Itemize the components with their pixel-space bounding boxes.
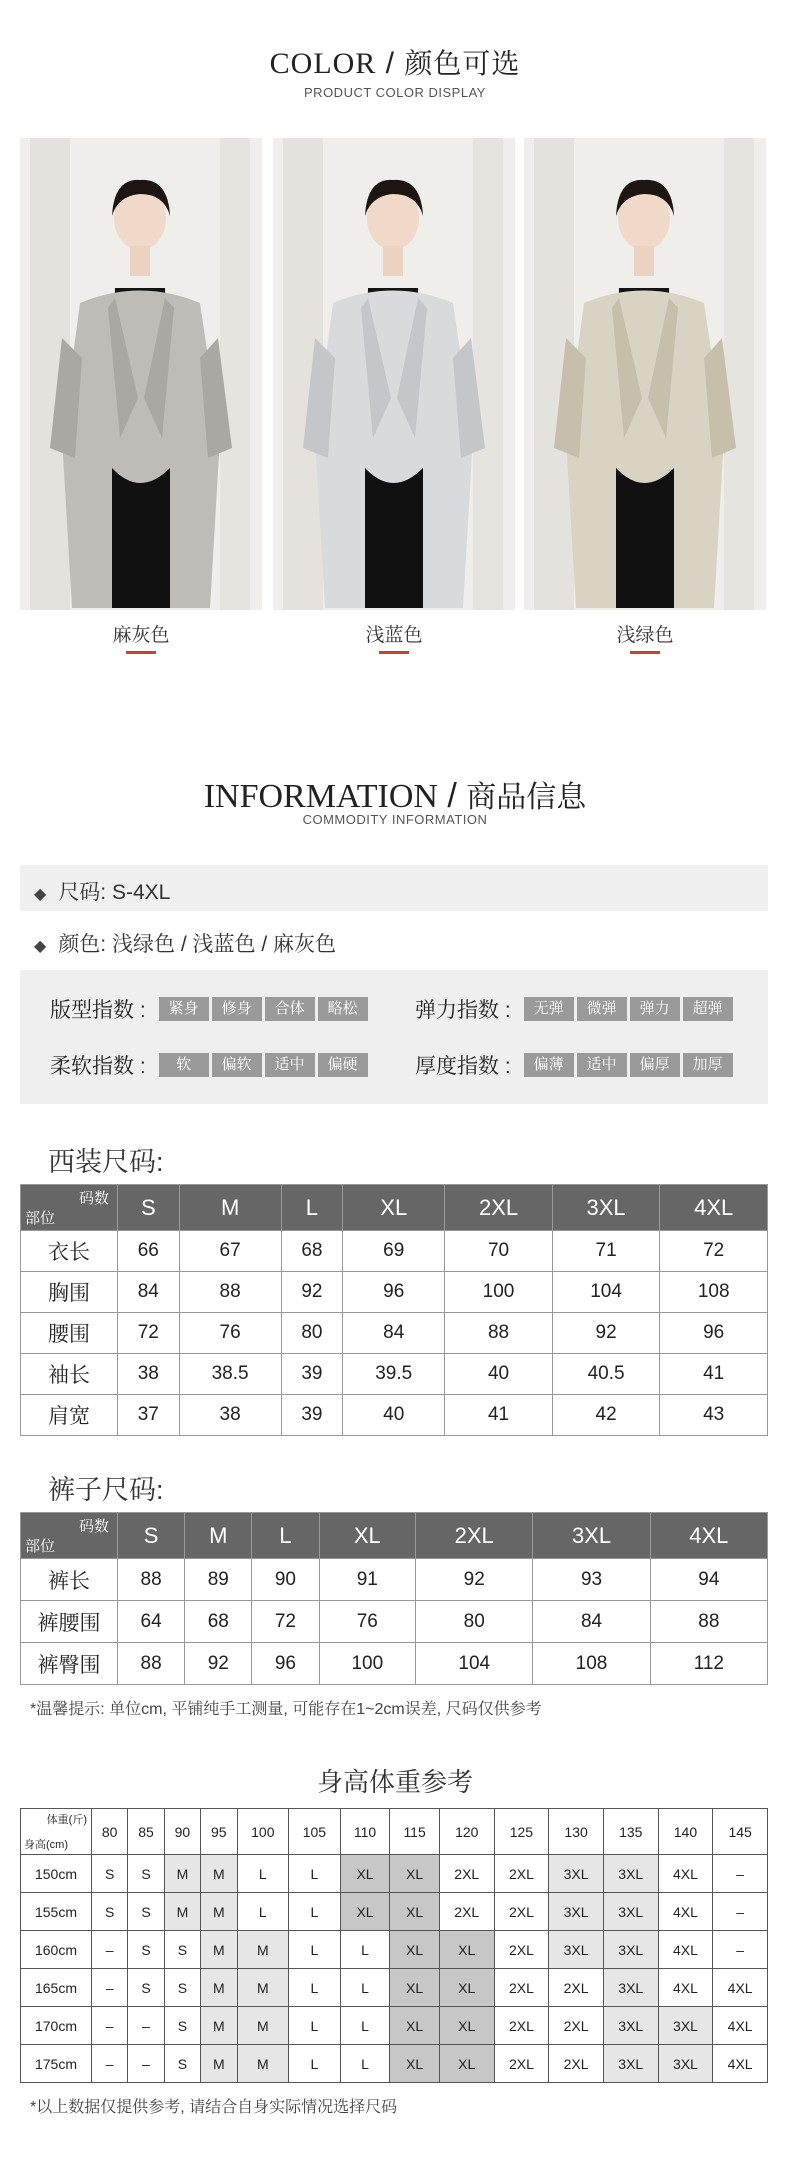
table-cell: M bbox=[237, 2045, 289, 2083]
table-cell: 2XL bbox=[549, 1969, 604, 2007]
table-cell: 96 bbox=[660, 1313, 768, 1354]
table-cell: L bbox=[237, 1893, 289, 1931]
color-section-subtitle: PRODUCT COLOR DISPLAY bbox=[304, 85, 486, 100]
table-cell: 69 bbox=[343, 1231, 445, 1272]
table-row bbox=[21, 1559, 768, 1601]
table-cell: XL bbox=[439, 2007, 494, 2045]
table-cell: XL bbox=[390, 2007, 440, 2045]
table-cell: M bbox=[201, 2007, 237, 2045]
table-row bbox=[21, 1893, 768, 1931]
table-row bbox=[21, 1643, 768, 1685]
table-cell: 3XL bbox=[603, 2045, 658, 2083]
height-row-label: 155cm bbox=[21, 1893, 92, 1931]
diamond-bullet-icon: ◆ bbox=[34, 886, 47, 903]
table-cell: XL bbox=[439, 1931, 494, 1969]
table-cell: L bbox=[340, 2007, 390, 2045]
row-label: 肩宽 bbox=[21, 1395, 118, 1436]
table-cell: 3XL bbox=[603, 1855, 658, 1893]
weight-column-header: 80 bbox=[92, 1809, 128, 1855]
table-cell: XL bbox=[390, 1855, 440, 1893]
size-column-header: S bbox=[118, 1513, 185, 1559]
table-cell: 100 bbox=[445, 1272, 553, 1313]
thickness-index-label: 厚度指数 : bbox=[415, 1055, 511, 1078]
table-cell: S bbox=[128, 1893, 164, 1931]
table-cell: XL bbox=[390, 1893, 440, 1931]
table-cell: 40 bbox=[343, 1395, 445, 1436]
color-name: 浅蓝色 bbox=[365, 625, 423, 646]
model-illustration bbox=[524, 138, 766, 610]
table-cell: 94 bbox=[650, 1559, 767, 1601]
table-cell: 38 bbox=[118, 1354, 180, 1395]
table-cell: M bbox=[237, 2007, 289, 2045]
table-row bbox=[21, 1354, 768, 1395]
table-cell: – bbox=[92, 2007, 128, 2045]
table-cell: 96 bbox=[343, 1272, 445, 1313]
weight-column-header: 95 bbox=[201, 1809, 237, 1855]
softness-option: 偏硬 bbox=[318, 1053, 368, 1077]
table-cell: 38.5 bbox=[179, 1354, 281, 1395]
table-row bbox=[21, 1395, 768, 1436]
fit-index-label: 版型指数 : bbox=[50, 999, 146, 1022]
table-cell: 70 bbox=[445, 1231, 553, 1272]
table-cell: M bbox=[237, 1931, 289, 1969]
table-cell: 92 bbox=[416, 1559, 533, 1601]
suit-size-title: 西装尺码: bbox=[48, 1147, 164, 1177]
softness-option: 适中 bbox=[265, 1053, 315, 1077]
table-cell: 89 bbox=[185, 1559, 252, 1601]
table-cell: S bbox=[128, 1855, 164, 1893]
table-cell: M bbox=[201, 1931, 237, 1969]
corner-height-label: 身高(cm) bbox=[24, 1839, 68, 1851]
table-cell: 3XL bbox=[658, 2007, 713, 2045]
table-cell: S bbox=[164, 2045, 200, 2083]
table-cell: L bbox=[340, 1931, 390, 1969]
fit-option: 略松 bbox=[318, 997, 368, 1021]
diamond-bullet-icon: ◆ bbox=[34, 938, 47, 955]
table-cell: M bbox=[201, 1893, 237, 1931]
elasticity-option: 微弹 bbox=[577, 997, 627, 1021]
table-cell: 67 bbox=[179, 1231, 281, 1272]
height-row-label: 160cm bbox=[21, 1931, 92, 1969]
table-cell: M bbox=[201, 2045, 237, 2083]
table-cell: 112 bbox=[650, 1643, 767, 1685]
table-cell: 4XL bbox=[713, 1969, 768, 2007]
table-cell: 80 bbox=[416, 1601, 533, 1643]
table-cell: M bbox=[237, 1969, 289, 2007]
table-cell: L bbox=[340, 1969, 390, 2007]
table-cell: 3XL bbox=[658, 2045, 713, 2083]
table-cell: 92 bbox=[552, 1313, 660, 1354]
size-column-header: S bbox=[118, 1185, 180, 1231]
measurement-note: *温馨提示: 单位cm, 平铺纯手工测量, 可能存在1~2cm误差, 尺码仅供参考 bbox=[30, 1701, 542, 1718]
table-cell: S bbox=[164, 2007, 200, 2045]
suit-size-table bbox=[20, 1184, 768, 1436]
table-cell: 2XL bbox=[439, 1893, 494, 1931]
softness-index bbox=[50, 1050, 368, 1080]
ref-corner-header bbox=[21, 1809, 92, 1855]
table-cell: 39 bbox=[281, 1354, 343, 1395]
color-title-sep: / bbox=[376, 47, 405, 80]
table-cell: 108 bbox=[533, 1643, 650, 1685]
table-cell: L bbox=[237, 1855, 289, 1893]
table-cell: 72 bbox=[252, 1601, 319, 1643]
table-cell: 39 bbox=[281, 1395, 343, 1436]
table-cell: 104 bbox=[416, 1643, 533, 1685]
softness-index-label: 柔软指数 : bbox=[50, 1055, 146, 1078]
size-column-header: XL bbox=[343, 1185, 445, 1231]
corner-weight-label: 体重(斤) bbox=[46, 1814, 87, 1826]
color-name-underline bbox=[379, 651, 409, 654]
table-row bbox=[21, 1855, 768, 1893]
table-cell: XL bbox=[439, 2045, 494, 2083]
color-list-line bbox=[20, 928, 768, 958]
table-cell: XL bbox=[439, 1969, 494, 2007]
reference-title: 身高体重参考 bbox=[316, 1767, 473, 1797]
color-name: 浅绿色 bbox=[616, 625, 674, 646]
table-cell: – bbox=[713, 1931, 768, 1969]
size-column-header: 2XL bbox=[445, 1185, 553, 1231]
table-cell: 2XL bbox=[494, 2007, 549, 2045]
reference-footnote: *以上数据仅提供参考, 请结合自身实际情况选择尺码 bbox=[30, 2099, 398, 2116]
table-cell: XL bbox=[390, 1969, 440, 2007]
row-label: 袖长 bbox=[21, 1354, 118, 1395]
table-cell: 93 bbox=[533, 1559, 650, 1601]
weight-column-header: 85 bbox=[128, 1809, 164, 1855]
table-cell: 3XL bbox=[549, 1893, 604, 1931]
table-cell: XL bbox=[340, 1855, 390, 1893]
table-cell: 88 bbox=[650, 1601, 767, 1643]
table-cell: 68 bbox=[281, 1231, 343, 1272]
table-cell: 2XL bbox=[494, 2045, 549, 2083]
table-cell: – bbox=[92, 2045, 128, 2083]
info-title-sep: / bbox=[437, 777, 467, 815]
elasticity-option: 弹力 bbox=[630, 997, 680, 1021]
size-column-header: 2XL bbox=[416, 1513, 533, 1559]
table-cell: 84 bbox=[533, 1601, 650, 1643]
table-cell: S bbox=[92, 1893, 128, 1931]
row-label: 衣长 bbox=[21, 1231, 118, 1272]
color-list-text: 颜色: 浅绿色 / 浅蓝色 / 麻灰色 bbox=[58, 933, 336, 956]
row-label: 裤臀围 bbox=[21, 1643, 118, 1685]
row-label: 裤腰围 bbox=[21, 1601, 118, 1643]
fit-option: 紧身 bbox=[159, 997, 209, 1021]
table-cell: XL bbox=[390, 1931, 440, 1969]
size-column-header: L bbox=[252, 1513, 319, 1559]
table-cell: 2XL bbox=[494, 1931, 549, 1969]
table-cell: 3XL bbox=[549, 1931, 604, 1969]
table-cell: 90 bbox=[252, 1559, 319, 1601]
size-column-header: 3XL bbox=[552, 1185, 660, 1231]
table-cell: 96 bbox=[252, 1643, 319, 1685]
table-cell: 2XL bbox=[494, 1969, 549, 2007]
table-cell: 3XL bbox=[603, 2007, 658, 2045]
table-cell: 80 bbox=[281, 1313, 343, 1354]
pants-size-title: 裤子尺码: bbox=[48, 1475, 164, 1505]
table-cell: 88 bbox=[118, 1643, 185, 1685]
color-title-en: COLOR bbox=[269, 47, 377, 80]
height-row-label: 175cm bbox=[21, 2045, 92, 2083]
size-range-line bbox=[20, 876, 768, 906]
fit-option: 合体 bbox=[265, 997, 315, 1021]
weight-column-header: 145 bbox=[713, 1809, 768, 1855]
size-column-header: 3XL bbox=[533, 1513, 650, 1559]
weight-column-header: 140 bbox=[658, 1809, 713, 1855]
size-column-header: 4XL bbox=[650, 1513, 767, 1559]
table-cell: 42 bbox=[552, 1395, 660, 1436]
table-cell: 38 bbox=[179, 1395, 281, 1436]
corner-part-label: 部位 bbox=[25, 1538, 56, 1555]
table-cell: 4XL bbox=[658, 1931, 713, 1969]
corner-part-label: 部位 bbox=[25, 1210, 56, 1227]
table-cell: 84 bbox=[343, 1313, 445, 1354]
info-section-subtitle: COMMODITY INFORMATION bbox=[302, 812, 488, 827]
table-row bbox=[21, 1313, 768, 1354]
table-corner-header bbox=[21, 1513, 118, 1559]
table-cell: 2XL bbox=[549, 2045, 604, 2083]
weight-column-header: 110 bbox=[340, 1809, 390, 1855]
thickness-option: 加厚 bbox=[683, 1053, 733, 1077]
table-row bbox=[21, 1601, 768, 1643]
weight-column-header: 105 bbox=[289, 1809, 341, 1855]
table-row bbox=[21, 1272, 768, 1313]
table-row bbox=[21, 2007, 768, 2045]
table-row bbox=[21, 1231, 768, 1272]
table-cell: M bbox=[201, 1855, 237, 1893]
table-cell: 91 bbox=[319, 1559, 416, 1601]
table-cell: S bbox=[92, 1855, 128, 1893]
table-cell: 4XL bbox=[658, 1969, 713, 2007]
color-name-underline bbox=[630, 651, 660, 654]
table-cell: 64 bbox=[118, 1601, 185, 1643]
table-cell: 2XL bbox=[494, 1855, 549, 1893]
table-cell: L bbox=[289, 1969, 341, 2007]
table-cell: 104 bbox=[552, 1272, 660, 1313]
table-cell: 3XL bbox=[603, 1969, 658, 2007]
model-photo bbox=[524, 138, 766, 610]
table-cell: 43 bbox=[660, 1395, 768, 1436]
table-cell: M bbox=[164, 1893, 200, 1931]
table-cell: 88 bbox=[179, 1272, 281, 1313]
table-cell: 3XL bbox=[603, 1893, 658, 1931]
pants-size-table bbox=[20, 1512, 768, 1685]
table-corner-header bbox=[21, 1185, 118, 1231]
table-cell: 76 bbox=[179, 1313, 281, 1354]
table-cell: 71 bbox=[552, 1231, 660, 1272]
weight-column-header: 135 bbox=[603, 1809, 658, 1855]
table-cell: 41 bbox=[445, 1395, 553, 1436]
weight-column-header: 90 bbox=[164, 1809, 200, 1855]
table-cell: 92 bbox=[281, 1272, 343, 1313]
table-cell: 88 bbox=[445, 1313, 553, 1354]
table-row bbox=[21, 2045, 768, 2083]
thickness-index bbox=[415, 1050, 733, 1080]
table-cell: M bbox=[164, 1855, 200, 1893]
thickness-option: 适中 bbox=[577, 1053, 627, 1077]
table-cell: – bbox=[713, 1855, 768, 1893]
fit-option: 修身 bbox=[212, 997, 262, 1021]
model-photo bbox=[20, 138, 262, 610]
model-photo bbox=[273, 138, 515, 610]
info-section-title bbox=[0, 772, 790, 816]
table-cell: 3XL bbox=[603, 1931, 658, 1969]
table-cell: 2XL bbox=[549, 2007, 604, 2045]
table-cell: 4XL bbox=[713, 2045, 768, 2083]
row-label: 胸围 bbox=[21, 1272, 118, 1313]
table-cell: 88 bbox=[118, 1559, 185, 1601]
table-cell: 92 bbox=[185, 1643, 252, 1685]
color-section-title bbox=[0, 42, 790, 82]
elasticity-index bbox=[415, 994, 733, 1024]
table-cell: 4XL bbox=[658, 1893, 713, 1931]
table-cell: S bbox=[128, 1931, 164, 1969]
size-range-text: 尺码: S-4XL bbox=[58, 881, 171, 904]
table-cell: – bbox=[128, 2007, 164, 2045]
table-cell: S bbox=[164, 1931, 200, 1969]
thickness-option: 偏薄 bbox=[524, 1053, 574, 1077]
model-illustration bbox=[273, 138, 515, 610]
height-weight-table bbox=[20, 1808, 768, 2083]
color-name-underline bbox=[126, 651, 156, 654]
row-label: 腰围 bbox=[21, 1313, 118, 1354]
size-column-header: XL bbox=[319, 1513, 416, 1559]
table-cell: – bbox=[128, 2045, 164, 2083]
table-cell: 41 bbox=[660, 1354, 768, 1395]
table-cell: L bbox=[289, 1931, 341, 1969]
color-name: 麻灰色 bbox=[112, 625, 170, 646]
table-cell: XL bbox=[390, 2045, 440, 2083]
table-cell: 40.5 bbox=[552, 1354, 660, 1395]
table-cell: L bbox=[289, 1855, 341, 1893]
table-row bbox=[21, 1969, 768, 2007]
table-cell: 2XL bbox=[494, 1893, 549, 1931]
table-cell: XL bbox=[340, 1893, 390, 1931]
table-cell: – bbox=[92, 1969, 128, 2007]
table-row bbox=[21, 1931, 768, 1969]
weight-column-header: 130 bbox=[549, 1809, 604, 1855]
table-cell: 76 bbox=[319, 1601, 416, 1643]
height-row-label: 150cm bbox=[21, 1855, 92, 1893]
info-title-en: INFORMATION bbox=[203, 778, 438, 815]
table-cell: 4XL bbox=[713, 2007, 768, 2045]
index-panel bbox=[20, 970, 768, 1104]
table-cell: 68 bbox=[185, 1601, 252, 1643]
row-label: 裤长 bbox=[21, 1559, 118, 1601]
table-cell: 108 bbox=[660, 1272, 768, 1313]
size-column-header: L bbox=[281, 1185, 343, 1231]
table-cell: L bbox=[340, 2045, 390, 2083]
table-cell: 84 bbox=[118, 1272, 180, 1313]
color-title-zh: 颜色可选 bbox=[404, 47, 521, 80]
softness-option: 软 bbox=[159, 1053, 209, 1077]
info-title-zh: 商品信息 bbox=[466, 780, 587, 815]
table-cell: L bbox=[289, 1893, 341, 1931]
softness-option: 偏软 bbox=[212, 1053, 262, 1077]
table-cell: – bbox=[713, 1893, 768, 1931]
weight-column-header: 100 bbox=[237, 1809, 289, 1855]
table-cell: 39.5 bbox=[343, 1354, 445, 1395]
table-cell: 37 bbox=[118, 1395, 180, 1436]
table-cell: – bbox=[92, 1931, 128, 1969]
table-cell: 72 bbox=[118, 1313, 180, 1354]
corner-size-label: 码数 bbox=[78, 1190, 109, 1207]
size-column-header: M bbox=[179, 1185, 281, 1231]
thickness-option: 偏厚 bbox=[630, 1053, 680, 1077]
weight-column-header: 125 bbox=[494, 1809, 549, 1855]
table-cell: S bbox=[164, 1969, 200, 2007]
elasticity-option: 无弹 bbox=[524, 997, 574, 1021]
size-column-header: 4XL bbox=[660, 1185, 768, 1231]
table-cell: S bbox=[128, 1969, 164, 2007]
table-cell: L bbox=[289, 2007, 341, 2045]
table-cell: 100 bbox=[319, 1643, 416, 1685]
elasticity-index-label: 弹力指数 : bbox=[415, 999, 511, 1022]
table-cell: 72 bbox=[660, 1231, 768, 1272]
height-row-label: 170cm bbox=[21, 2007, 92, 2045]
corner-size-label: 码数 bbox=[78, 1518, 109, 1535]
height-row-label: 165cm bbox=[21, 1969, 92, 2007]
table-cell: L bbox=[289, 2045, 341, 2083]
fit-index bbox=[50, 994, 368, 1024]
size-column-header: M bbox=[185, 1513, 252, 1559]
model-illustration bbox=[20, 138, 262, 610]
table-cell: 40 bbox=[445, 1354, 553, 1395]
table-cell: 3XL bbox=[549, 1855, 604, 1893]
table-cell: M bbox=[201, 1969, 237, 2007]
table-cell: 66 bbox=[118, 1231, 180, 1272]
table-cell: 2XL bbox=[439, 1855, 494, 1893]
weight-column-header: 120 bbox=[439, 1809, 494, 1855]
weight-column-header: 115 bbox=[390, 1809, 440, 1855]
table-cell: 4XL bbox=[658, 1855, 713, 1893]
elasticity-option: 超弹 bbox=[683, 997, 733, 1021]
